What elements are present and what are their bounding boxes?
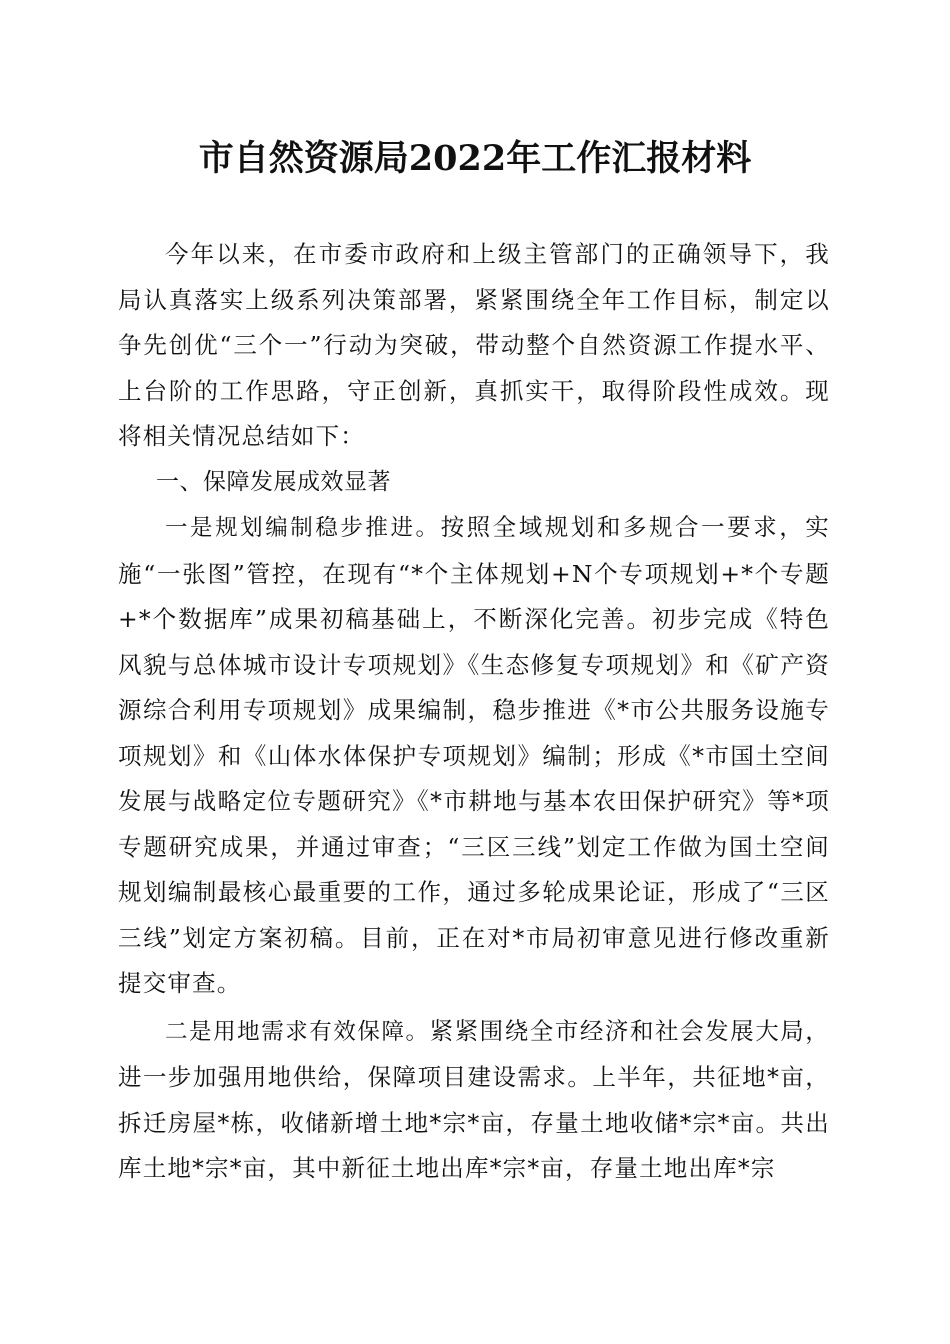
document-body xyxy=(118,232,830,1192)
item-lead-2: 二是用地需求有效保障。 xyxy=(165,1018,430,1045)
item-text-2: 紧紧围绕全市经济和社会发展大局，进一步加强用地供给，保障项目建设需求。上半年，共征地*亩，拆迁房屋*栋，收储新增土地*宗*亩，存量土地收储*宗*亩。共出库土地*宗*亩，其中新征土地出库*宗*亩，存量土地出库*宗 xyxy=(118,1016,831,1182)
item-paragraph-1 xyxy=(118,505,830,1007)
intro-paragraph: 今年以来，在市委市政府和上级主管部门的正确领导下，我局认真落实上级系列决策部署，紧紧围绕全年工作目标，制定以争先创优“三个一”行动为突破，带动整个自然资源工作提水平、上台阶的工作思路，守正创新，真抓实干，取得阶段性成效。现将相关情况总结如下： xyxy=(118,240,830,450)
item-paragraph-2 xyxy=(118,1009,830,1192)
document-title: 市自然资源局2022年工作汇报材料 xyxy=(198,138,752,179)
item-lead-1: 一是规划编制稳步推进。 xyxy=(165,515,441,541)
section-heading-1: 一、保障发展成效显著 xyxy=(156,468,391,495)
item-text-1: 按照全域规划和多规合一要求，实施“一张图”管控，在现有“*个主体规划+N个专项规划+*个专题+*个数据库”成果初稿基础上，不断深化完善。初步完成《特色风貌与总体城市设计专项规划》《生态修复专项规划》和《矿产资源综合利用专项规划》成果编制，稳步推进《*市公共服务设施专项规划》和《山体水体保护专项规划》编制；形成《*市国土空间发展与战略定位专题研究》《*市耕地与基本农田保护研究》等*项专题研究成果，并通过审查；“三区三线”划定工作做为国土空间规划编制最核心最重要的工作，通过多轮成果论证，形成了“三区三线”划定方案初稿。目前，正在对*市局初审意见进行修改重新提交审查。 xyxy=(118,513,831,997)
